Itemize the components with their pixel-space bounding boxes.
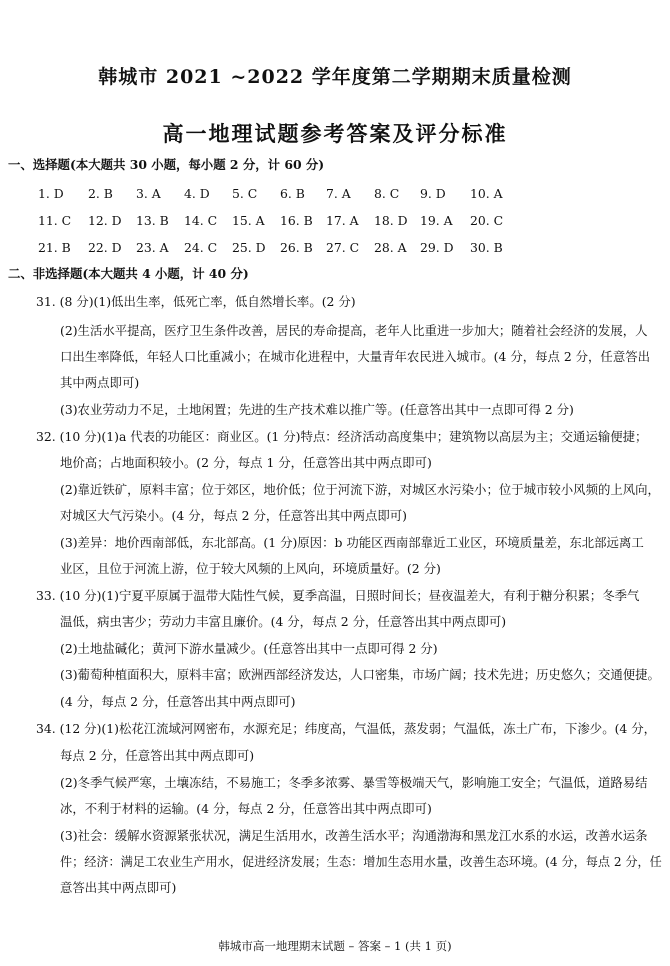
choice-answer: 4. D xyxy=(184,186,210,201)
choice-answer: 10. A xyxy=(470,186,503,201)
choice-answer: 26. B xyxy=(280,240,313,255)
answer-text-line: 每点 2 分，任意答出其中两点即可) xyxy=(60,748,255,763)
choice-answer: 1. D xyxy=(38,186,64,201)
section1-heading: 一、选择题(本大题共 30 小题，每小题 2 分，计 60 分) xyxy=(8,157,325,172)
answer-text-line: (2)生活水平提高，医疗卫生条件改善，居民的寿命提高，老年人比重进一步加大；随着社会经济的发展，人 xyxy=(60,323,648,338)
choice-answer: 7. A xyxy=(326,186,351,201)
choice-answer: 15. A xyxy=(232,213,265,228)
choice-answer: 2. B xyxy=(88,186,113,201)
choice-answer: 17. A xyxy=(326,213,359,228)
choice-answer: 22. D xyxy=(88,240,122,255)
answer-text-line: (2)靠近铁矿，原料丰富；位于郊区，地价低；位于河流下游，对城区水污染小；位于城市较小风频的上风向， xyxy=(60,482,660,497)
choice-answer: 28. A xyxy=(374,240,407,255)
answer-text-line: (3)差异：地价西南部低，东北部高。(1 分)原因：b 功能区西南部靠近工业区，环境质量差，东北部远离工 xyxy=(60,535,644,550)
answer-text-line: 冰，不利于材料的运输。(4 分，每点 2 分，任意答出其中两点即可) xyxy=(60,801,432,816)
answer-text-line: (4 分，每点 2 分，任意答出其中两点即可) xyxy=(60,694,296,709)
answer-text-line: 业区，且位于河流上游，位于较大风频的上风向，环境质量好。(2 分) xyxy=(60,561,441,576)
choice-answer: 12. D xyxy=(88,213,122,228)
choice-answer: 9. D xyxy=(420,186,446,201)
choice-answer: 13. B xyxy=(136,213,169,228)
choice-answer: 20. C xyxy=(470,213,504,228)
choice-answer: 8. C xyxy=(374,186,400,201)
choice-answer: 16. B xyxy=(280,213,313,228)
answer-text-line: (3)社会：缓解水资源紧张状况，满足生活用水，改善生活水平；沟通渤海和黑龙江水系的水运，改善水运条 xyxy=(60,828,648,843)
choice-answer: 29. D xyxy=(420,240,454,255)
choice-answer: 11. C xyxy=(38,213,72,228)
choice-answer: 21. B xyxy=(38,240,71,255)
answer-text-line: 温低，病虫害少；劳动力丰富且廉价。(4 分，每点 2 分，任意答出其中两点即可) xyxy=(60,614,507,629)
answer-text-line: (3)农业劳动力不足，土地闲置；先进的生产技术难以推广等。(任意答出其中一点即可得 2 分) xyxy=(60,402,574,417)
choice-answer: 27. C xyxy=(326,240,360,255)
choice-answer: 24. C xyxy=(184,240,218,255)
page-footer: 韩城市高一地理期末试题 – 答案 – 1 (共 1 页) xyxy=(218,939,452,953)
choice-answer: 25. D xyxy=(232,240,266,255)
answer-text-line: 33. (10 分)(1)宁夏平原属于温带大陆性气候，夏季高温，日照时间长；昼夜温差大，有利于糖分积累；冬季气 xyxy=(36,588,640,603)
section2-heading: 二、非选择题(本大题共 4 小题，计 40 分) xyxy=(8,266,249,281)
choice-answer: 23. A xyxy=(136,240,169,255)
answer-text-line: 34. (12 分)(1)松花江流域河网密布，水源充足；纬度高，气温低，蒸发弱；气温低，冻土广布，下渗少。(4 分， xyxy=(36,721,657,736)
answer-text-line: (3)葡萄种植面积大，原料丰富；欧洲西部经济发达，人口密集，市场广阔；技术先进；历史悠久；交通便捷。 xyxy=(60,667,660,682)
answer-row xyxy=(0,240,670,256)
choice-answer: 3. A xyxy=(136,186,161,201)
choice-answer: 5. C xyxy=(232,186,258,201)
answer-key-title: 高一地理试题参考答案及评分标准 xyxy=(162,121,508,146)
answer-text-line: 口出生率降低，年轻人口比重减小；在城市化进程中，大量青年农民进入城市。(4 分，每点 2 分，任意答出 xyxy=(60,349,650,364)
answer-text-line: 地价高；占地面积较小。(2 分，每点 1 分，任意答出其中两点即可) xyxy=(60,455,432,470)
choice-answer: 14. C xyxy=(184,213,218,228)
choice-answer: 6. B xyxy=(280,186,305,201)
answer-row xyxy=(0,186,670,202)
answer-text-line: 32. (10 分)(1)a 代表的功能区：商业区。(1 分)特点：经济活动高度集中；建筑物以高层为主；交通运输便捷； xyxy=(36,429,648,444)
answer-text-line: 件；经济：满足工农业生产用水，促进经济发展；生态：增加生态用水量，改善生态环境。(4 分，每点 2 分，任 xyxy=(60,854,662,869)
exam-title: 韩城市 2021 ~2022 学年度第二学期期末质量检测 xyxy=(98,66,572,88)
answer-row xyxy=(0,213,670,229)
choice-answer: 30. B xyxy=(470,240,503,255)
answer-text-line: 对城区大气污染小。(4 分，每点 2 分，任意答出其中两点即可) xyxy=(60,508,408,523)
choice-answer: 18. D xyxy=(374,213,408,228)
answer-text-line: (2)冬季气候严寒，土壤冻结，不易施工；冬季多浓雾、暴雪等极端天气，影响施工安全；气温低，道路易结 xyxy=(60,775,648,790)
answer-text-line: 31. (8 分)(1)低出生率，低死亡率，低自然增长率。(2 分) xyxy=(36,294,356,309)
answer-text-line: (2)土地盐碱化；黄河下游水量减少。(任意答出其中一点即可得 2 分) xyxy=(60,641,438,656)
answer-text-line: 其中两点即可) xyxy=(60,375,140,390)
choice-answer: 19. A xyxy=(420,213,453,228)
answer-text-line: 意答出其中两点即可) xyxy=(60,880,177,895)
